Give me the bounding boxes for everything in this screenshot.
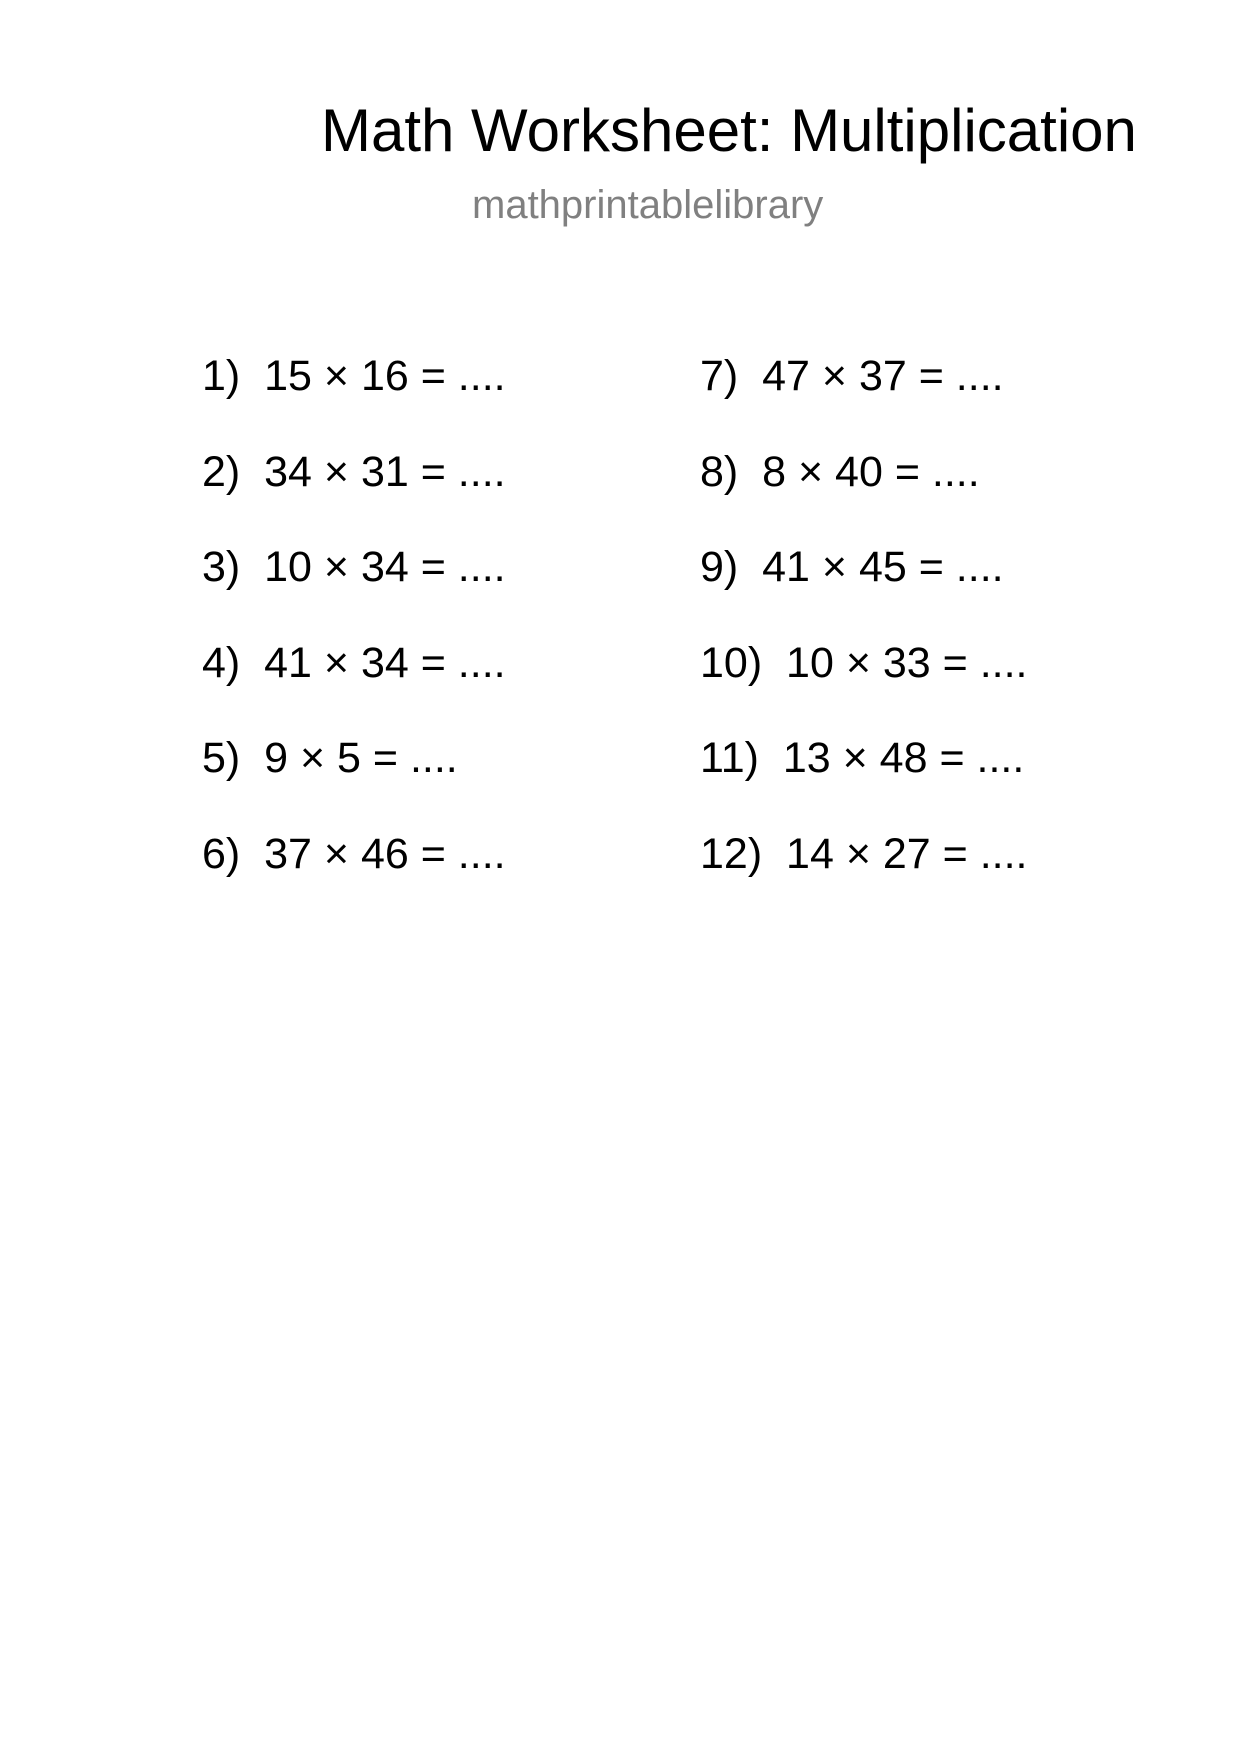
problem-item: 10) 10 × 33 = .... (700, 638, 1028, 687)
problem-item: 2) 34 × 31 = .... (202, 447, 506, 496)
worksheet-source: mathprintablelibrary (472, 183, 824, 227)
problem-item: 12) 14 × 27 = .... (700, 830, 1028, 878)
problem-item: 9) 41 × 45 = .... (700, 543, 1004, 592)
problem-item: 1) 15 × 16 = .... (202, 352, 506, 400)
problem-item: 4) 41 × 34 = .... (202, 638, 506, 687)
problem-item: 11) 13 × 48 = .... (700, 734, 1025, 783)
problem-item: 6) 37 × 46 = .... (202, 830, 506, 878)
problem-item: 3) 10 × 34 = .... (202, 543, 506, 592)
problem-item: 8) 8 × 40 = .... (700, 447, 980, 496)
worksheet-title: Math Worksheet: Multiplication (321, 97, 1137, 164)
problem-item: 5) 9 × 5 = .... (202, 734, 458, 783)
problem-item: 7) 47 × 37 = .... (700, 352, 1004, 400)
